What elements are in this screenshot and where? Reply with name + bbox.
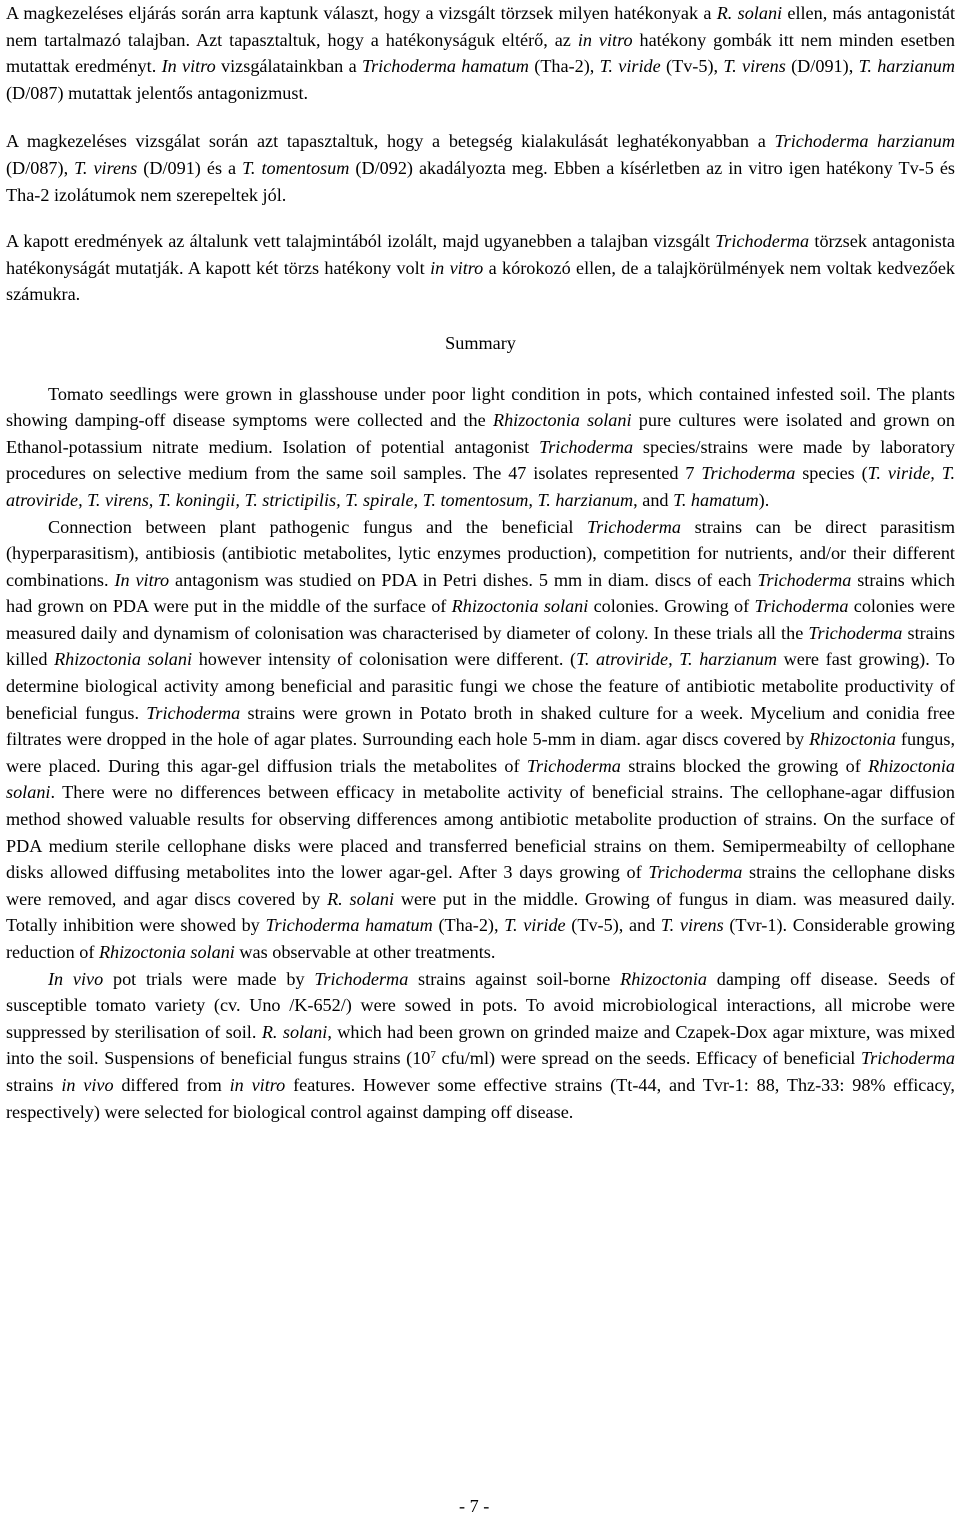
text-run: however intensity of colonisation were different. ( <box>192 649 577 670</box>
italic-text: T. hamatum <box>673 489 759 510</box>
italic-text: in vitro <box>430 257 484 278</box>
italic-text: Trichoderma <box>757 569 852 590</box>
text-run: cfu/ml) were spread on the seeds. Efficacy of beneficial <box>435 1048 861 1069</box>
text-run: Tomato seedlings were grown in glasshouse under poor light condition in pots, which contained infested soil. The plants showing damping-off disease symptoms were collected and the <box>6 383 955 431</box>
text-run: strains can be direct parasitism (hyperparasitism), antibiosis (antibiotic metabolites, lytic enzymes production), competition for nutrients, and/or their different combinations. <box>6 516 955 590</box>
italic-text: Trichoderma <box>701 463 796 484</box>
italic-text: T. virens <box>660 915 724 936</box>
text-run: (D/087), <box>6 157 75 178</box>
text-run: ellen, más antagonistát nem tartalmazó talajban. Azt tapasztaltuk, hogy a hatékonyságuk eltérő, az <box>6 3 955 50</box>
hu-paragraph-1 <box>6 0 955 106</box>
text-run: (D/092) akadályozta meg. Ebben a kísérletben az in vitro igen hatékony Tv-5 és Tha-2 izolátumok nem szerepeltek jól. <box>6 157 955 205</box>
italic-text: In vivo <box>48 968 104 989</box>
text-run: A magkezeléses vizsgálat során azt tapasztaltuk, hogy a betegség kialakulását leghatékonyabban a <box>6 131 775 152</box>
text-run: strains the cellophane disks were removed, and agar discs covered by <box>6 862 955 909</box>
text-run: , and <box>633 489 674 510</box>
italic-text: R. solani <box>261 1021 328 1042</box>
italic-text: T. atroviride, T. harzianum <box>576 649 778 670</box>
italic-text: Rhizoctonia solani <box>6 755 956 803</box>
text-run: strains which had grown on PDA were put in the middle of the surface of <box>6 569 956 617</box>
text-run: strains <box>6 1074 62 1095</box>
text-run: ). <box>758 489 770 510</box>
italic-text: Trichoderma hamatum <box>361 56 529 77</box>
italic-text: Rhizoctonia <box>620 968 707 989</box>
text-run: hatékony gombák itt nem minden esetben mutattak eredményt. <box>6 29 955 77</box>
text-run: a kórokozó ellen, de a talajkörülmények nem voltak kedvezőek számukra. <box>6 257 956 305</box>
text-run: damping off disease. Seeds of susceptible tomato variety (cv. Uno /K-652/) were sowed in pots. To avoid microbiological interactions, all microbe were suppressed by sterilisation of soil. <box>6 968 955 1042</box>
italic-text: Rhizoctonia <box>809 729 896 750</box>
italic-text: Trichoderma <box>587 516 681 537</box>
italic-text: Trichoderma hamatum <box>265 915 433 936</box>
text-run: strains blocked the growing of <box>620 755 869 776</box>
page-number: - 7 - <box>459 1496 490 1516</box>
italic-text: Rhizoctonia solani <box>98 942 235 962</box>
italic-text: Rhizoctonia solani <box>451 596 589 617</box>
italic-text: Trichoderma <box>754 596 849 617</box>
text-run: differed from <box>113 1074 230 1095</box>
text-run: pot trials were made by <box>103 968 315 989</box>
italic-text: In vitro <box>161 56 216 77</box>
italic-text: T. harzianum <box>858 56 956 77</box>
text-run: , which had been grown on grinded maize and Czapek-Dox agar mixture, was mixed into the soil. Suspensions of beneficial fungus strains (10 <box>6 1021 955 1069</box>
summary-paragraph-3 <box>6 966 955 1126</box>
text-run: (Tha-2), <box>432 915 505 936</box>
document-page <box>6 0 955 1125</box>
italic-text: Trichoderma <box>808 622 903 643</box>
summary-heading: Summary <box>445 332 516 353</box>
text-run: (Tv-5), <box>660 56 724 77</box>
italic-text: Trichoderma <box>146 702 241 723</box>
italic-text: Trichoderma <box>314 968 409 989</box>
italic-text: Trichoderma <box>715 231 810 252</box>
italic-text: T. virens <box>723 56 786 77</box>
italic-text: T. viride, T. atroviride, T. virens, T. koningii, T. strictipilis, T. spirale, T. tomentosum, T. harzianum <box>6 463 956 510</box>
italic-text: in vivo <box>61 1074 114 1095</box>
italic-text: In vitro <box>114 569 170 590</box>
text-run: . There were no differences between efficacy in metabolite activity of beneficial strains. The cellophane-agar diffusion method showed valuable results for observing differences among antibiotic metabolite production of strains. On the surface of PDA medium sterile cellophane disks were placed and transferred beneficial strains on them. Semipermeabilty of cellophane disks allowed diffusing metabolites into the lower agar-gel. After 3 days growing of <box>6 782 955 883</box>
italic-text: R. solani <box>716 3 783 23</box>
text-run: A magkezeléses eljárás során arra kaptunk választ, hogy a vizsgált törzsek milyen hatékonyak a <box>6 3 717 23</box>
text-run: (Tv-5), and <box>565 915 661 936</box>
italic-text: T. tomentosum <box>242 157 350 178</box>
text-run: colonies. Growing of <box>588 596 755 617</box>
text-run: törzsek antagonista hatékonyságát mutatják. A kapott két törzs hatékony volt <box>6 231 955 278</box>
text-run: vizsgálatainkban a <box>215 56 362 77</box>
italic-text: R. solani <box>327 888 395 909</box>
superscript-text: 7 <box>430 1049 436 1062</box>
hu-paragraph-3 <box>6 228 955 308</box>
text-run: were fast growing). To determine biological activity among beneficial and parasitic fungi we chose the feature of antibiotic metabolite productivity of beneficial fungus. <box>6 649 956 723</box>
text-run: A kapott eredmények az általunk vett talajmintából izolált, majd ugyanebben a talajban vizsgált <box>6 231 716 252</box>
text-run: was observable at other treatments. <box>234 942 496 962</box>
text-run: (D/087) mutattak jelentős antagonizmust. <box>6 82 309 103</box>
text-run: colonies were measured daily and dynamism of colonisation was characterised by diameter of colony. In these trials all the <box>6 596 956 643</box>
text-run: species ( <box>795 463 868 484</box>
italic-text: Trichoderma <box>861 1048 955 1069</box>
italic-text: Rhizoctonia solani <box>54 649 193 670</box>
text-run: (Tvr-1). Considerable growing reduction of <box>6 915 955 962</box>
text-run: Connection between plant pathogenic fungus and the beneficial <box>48 516 587 537</box>
text-run: features. However some effective strains (Tt-44, and Tvr-1: 88, Thz-33: 98% efficacy, respectively) were selected for biological control against damping off disease. <box>6 1074 955 1122</box>
text-run: were put in the middle. Growing of fungus in diam. was measured daily. Totally inhibition were showed by <box>6 888 956 936</box>
text-run: fungus, were placed. During this agar-gel diffusion trials the metabolites of <box>6 729 955 776</box>
text-run: species/strains were made by laboratory procedures on selective medium from the same soil samples. The 47 isolates represented 7 <box>6 436 955 484</box>
italic-text: Trichoderma <box>539 436 634 457</box>
text-run: (Tha-2), <box>528 56 600 77</box>
italic-text: in vitro <box>577 29 633 50</box>
text-run: (D/091), <box>785 56 859 77</box>
text-run: pure cultures were isolated and grown on Ethanol-potassium nitrate medium. Isolation of potential antagonist <box>6 410 955 457</box>
text-run: (D/091) és a <box>137 157 243 178</box>
text-run: strains were grown in Potato broth in shaked culture for a week. Mycelium and conidia free filtrates were dropped in the hole of agar plates. Surrounding each hole 5-mm in diam. agar discs covered by <box>6 702 956 750</box>
text-run: antagonism was studied on PDA in Petri dishes. 5 mm in diam. discs of each <box>169 569 758 590</box>
italic-text: T. viride <box>599 56 661 77</box>
hu-paragraph-2 <box>6 128 955 208</box>
italic-text: in vitro <box>229 1074 286 1095</box>
italic-text: T. viride <box>504 915 566 936</box>
italic-text: T. virens <box>74 157 138 178</box>
summary-paragraph-1 <box>6 381 955 514</box>
text-run: strains against soil-borne <box>408 968 621 989</box>
italic-text: Rhizoctonia solani <box>492 410 632 431</box>
text-run: strains killed <box>6 622 955 670</box>
italic-text: Trichoderma <box>526 755 621 776</box>
italic-text: Trichoderma harzianum <box>774 131 955 152</box>
italic-text: Trichoderma <box>648 862 743 883</box>
summary-paragraph-2 <box>6 514 955 966</box>
